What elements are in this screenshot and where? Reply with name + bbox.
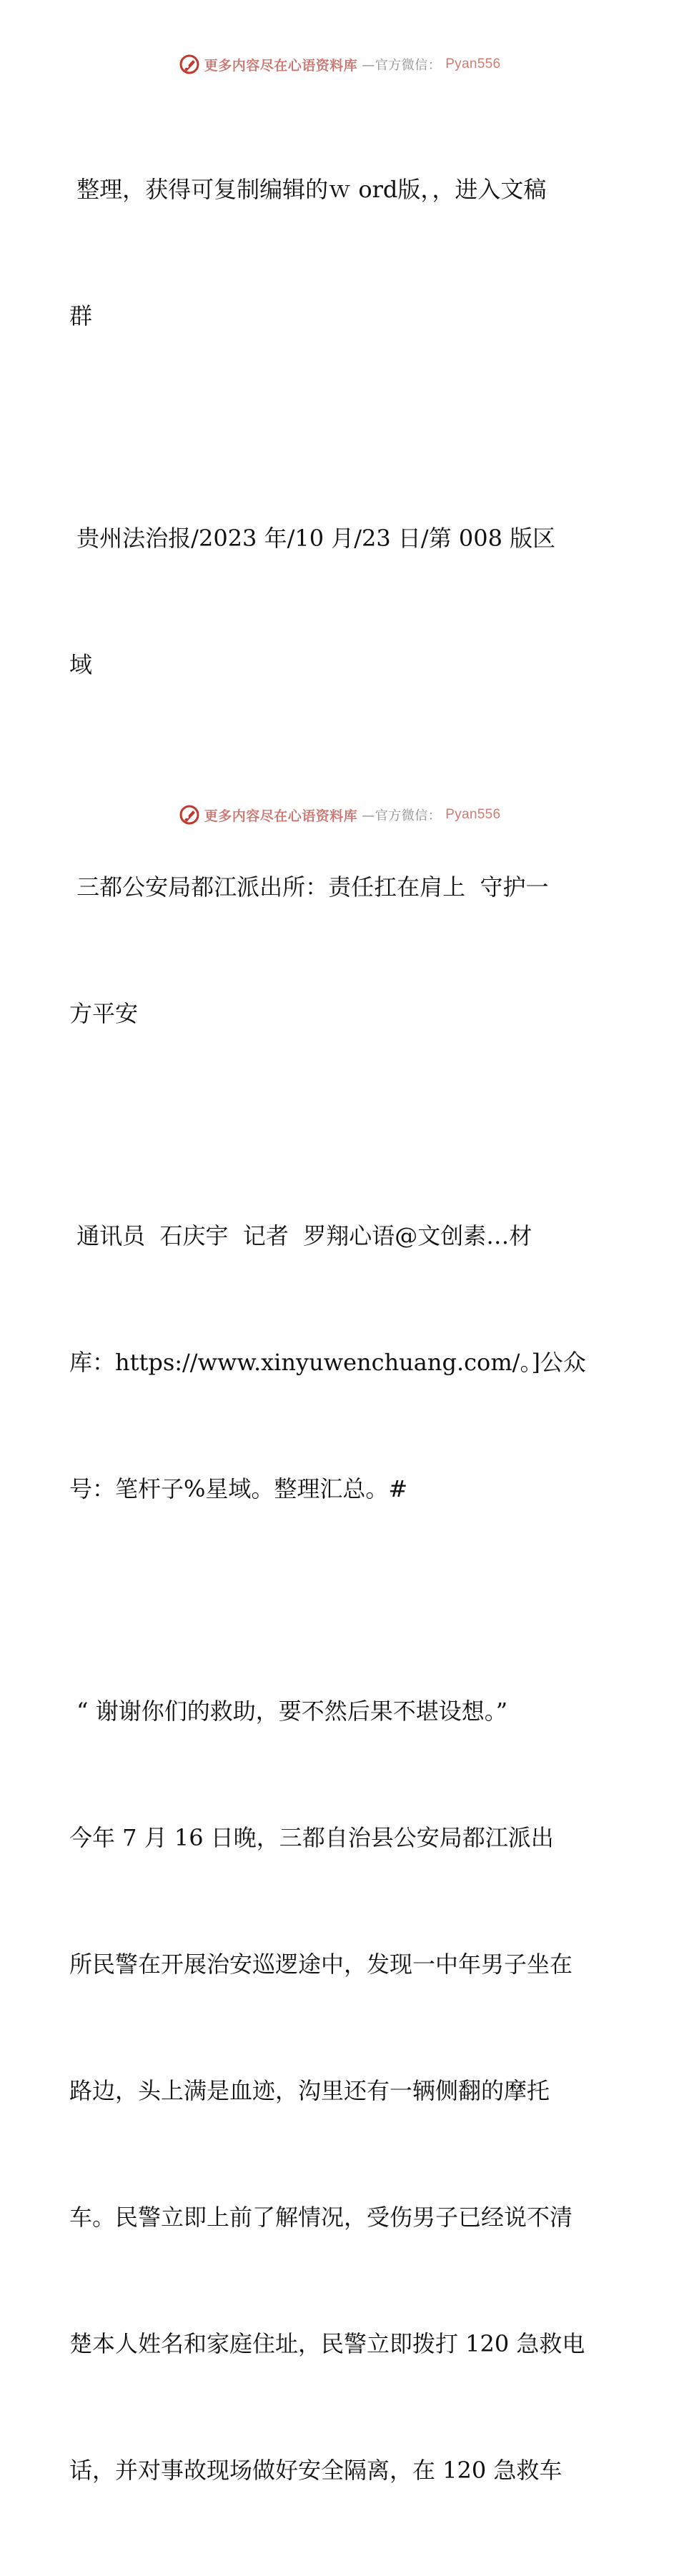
text-line: 域 [69,651,93,678]
text-line: 贵州法治报/2023 年/10 月/23 日/第 008 版区 [69,525,556,552]
text-line: 三都公安局都江派出所：责任扛在肩上 守护一 [69,873,549,901]
banner-main-text: 更多内容尽在心语资料库 [204,57,358,74]
text-line: 整理，获得可复制编辑的ｗ ord版，，进入文稿 [69,176,547,203]
text-line: 通讯员 石庆宇 记者 罗翔心语@文创素…材 [69,1222,532,1249]
watermark-banner-top [0,50,679,79]
text-line: 群 [69,302,93,330]
banner-main-text: 更多内容尽在心语资料库 [204,808,358,824]
watermark-banner-bottom [0,801,679,829]
banner-dash-text: —官方微信： [362,808,442,823]
pen-logo-icon [179,804,200,826]
text-line: 车。民警立即上前了解情况，受伤男子已经说不清 [69,2204,573,2231]
banner-wechat-id: Pyan556 [445,807,501,822]
paragraph-headline [69,782,613,1119]
paragraph-byline [69,1131,613,1595]
document-body [69,84,613,2576]
text-line: “ 谢谢你们的救助，要不然后果不堪设想。” [69,1698,508,1725]
paragraph-article [69,1606,613,2576]
text-line: 方平安 [69,1000,139,1027]
text-line: 库：https://www.xinyuwenchuang.com/。]公众 [69,1349,586,1376]
banner-dash-text: —官方微信： [362,58,442,73]
text-line: 楚本人姓名和家庭住址，民警立即拨打 120 急救电 [69,2330,585,2357]
paragraph-source [69,433,613,771]
text-line: 路边，头上满是血迹，沟里还有一辆侧翻的摩托 [69,2077,550,2104]
text-line: 今年 7 月 16 日晚，三都自治县公安局都江派出 [69,1824,554,1851]
pen-logo-icon [179,54,200,75]
banner-wechat-id: Pyan556 [445,56,501,71]
text-line: 所民警在开展治安巡逻途中，发现一中年男子坐在 [69,1951,573,1978]
text-line: 话，并对事故现场做好安全隔离，在 120 急救车 [69,2457,562,2484]
text-line: 号：笔杆子%星域。整理汇总。# [69,1475,408,1502]
paragraph-intro [69,84,613,422]
